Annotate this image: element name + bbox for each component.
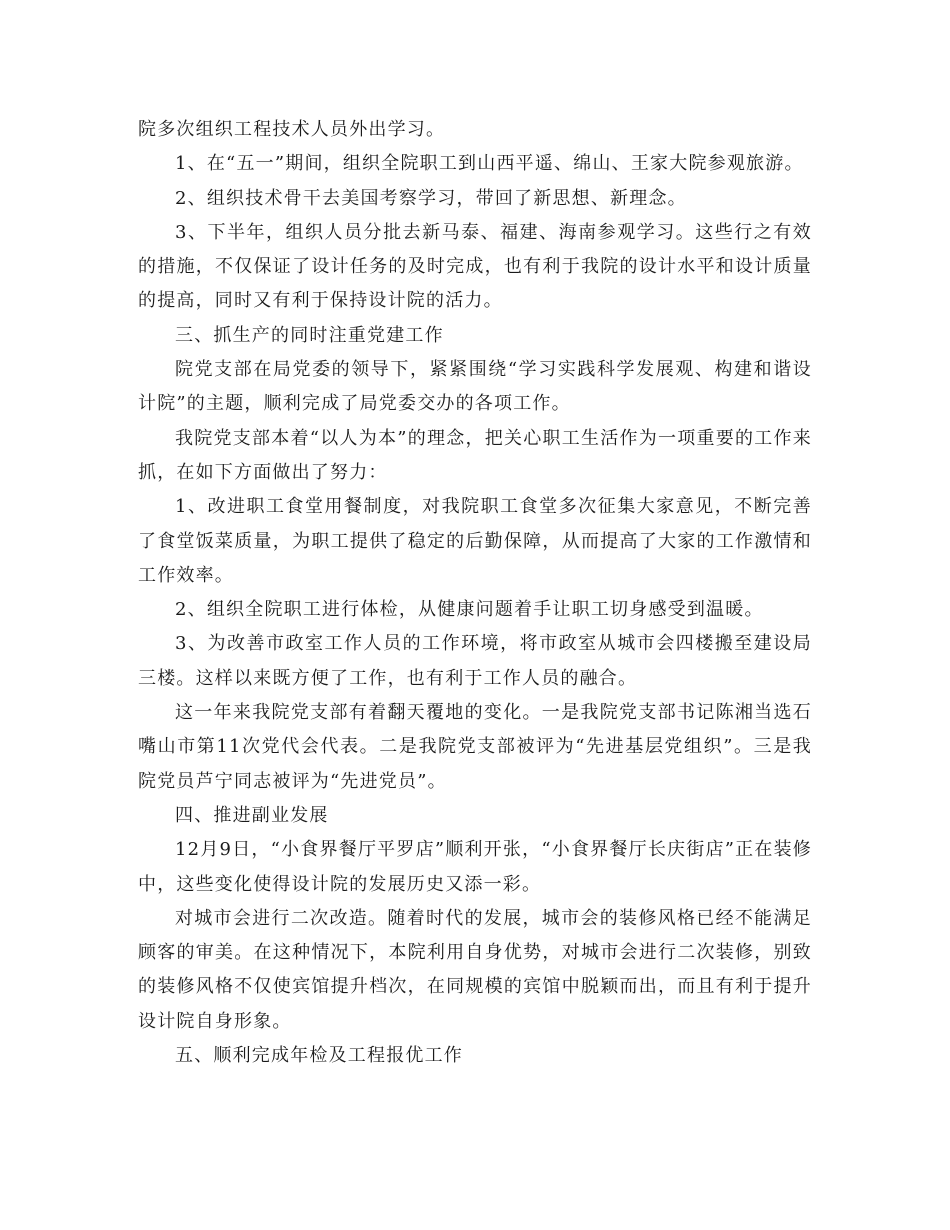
paragraph: 这一年来我院党支部有着翻天覆地的变化。一是我院党支部书记陈湘当选石嘴山市第11次党代会代表。二是我院党支部被评为“先进基层党组织”。三是我院党员芦宁同志被评为“先进党员”。 [138, 702, 812, 792]
section-heading: 五、顺利完成年检及工程报优工作 [175, 1045, 463, 1067]
paragraph: 2、组织全院职工进行体检，从健康问题着手让职工切身感受到温暖。 [175, 599, 764, 621]
paragraph: 1、在“五一”期间，组织全院职工到山西平遥、绵山、王家大院参观旅游。 [175, 153, 804, 175]
paragraph: 3、为改善市政室工作人员的工作环境，将市政室从城市会四楼搬至建设局三楼。这样以来既方便了工作，也有利于工作人员的融合。 [138, 633, 812, 689]
paragraph: 院党支部在局党委的领导下，紧紧围绕“学习实践科学发展观、构建和谐设计院”的主题，顺利完成了局党委交办的各项工作。 [138, 359, 812, 415]
paragraph: 3、下半年，组织人员分批去新马泰、福建、海南参观学习。这些行之有效的措施，不仅保证了设计任务的及时完成，也有利于我院的设计水平和设计质量的提高，同时又有利于保持设计院的活力。 [138, 221, 812, 312]
paragraph: 2、组织技术骨干去美国考察学习，带回了新思想、新理念。 [175, 187, 687, 209]
paragraph: 对城市会进行二次改造。随着时代的发展，城市会的装修风格已经不能满足顾客的审美。在这种情况下，本院利用自身优势，对城市会进行二次装修，别致的装修风格不仅使宾馆提升档次，在同规模的宾馆中脱颖而出，而且有利于提升设计院自身形象。 [138, 907, 812, 1032]
document-body [138, 113, 812, 1073]
paragraph: 12月9日，“小食界餐厅平罗店”顺利开张，“小食界餐厅长庆街店”正在装修中，这些变化使得设计院的发展历史又添一彩。 [138, 839, 812, 895]
paragraph: 我院党支部本着“以人为本”的理念，把关心职工生活作为一项重要的工作来抓，在如下方面做出了努力： [138, 427, 812, 483]
section-heading: 三、抓生产的同时注重党建工作 [175, 324, 444, 346]
paragraph: 1、改进职工食堂用餐制度，对我院职工食堂多次征集大家意见，不断完善了食堂饭菜质量，为职工提供了稳定的后勤保障，从而提高了大家的工作激情和工作效率。 [138, 496, 812, 586]
paragraph: 院多次组织工程技术人员外出学习。 [138, 119, 446, 140]
section-heading: 四、推进副业发展 [175, 804, 329, 826]
